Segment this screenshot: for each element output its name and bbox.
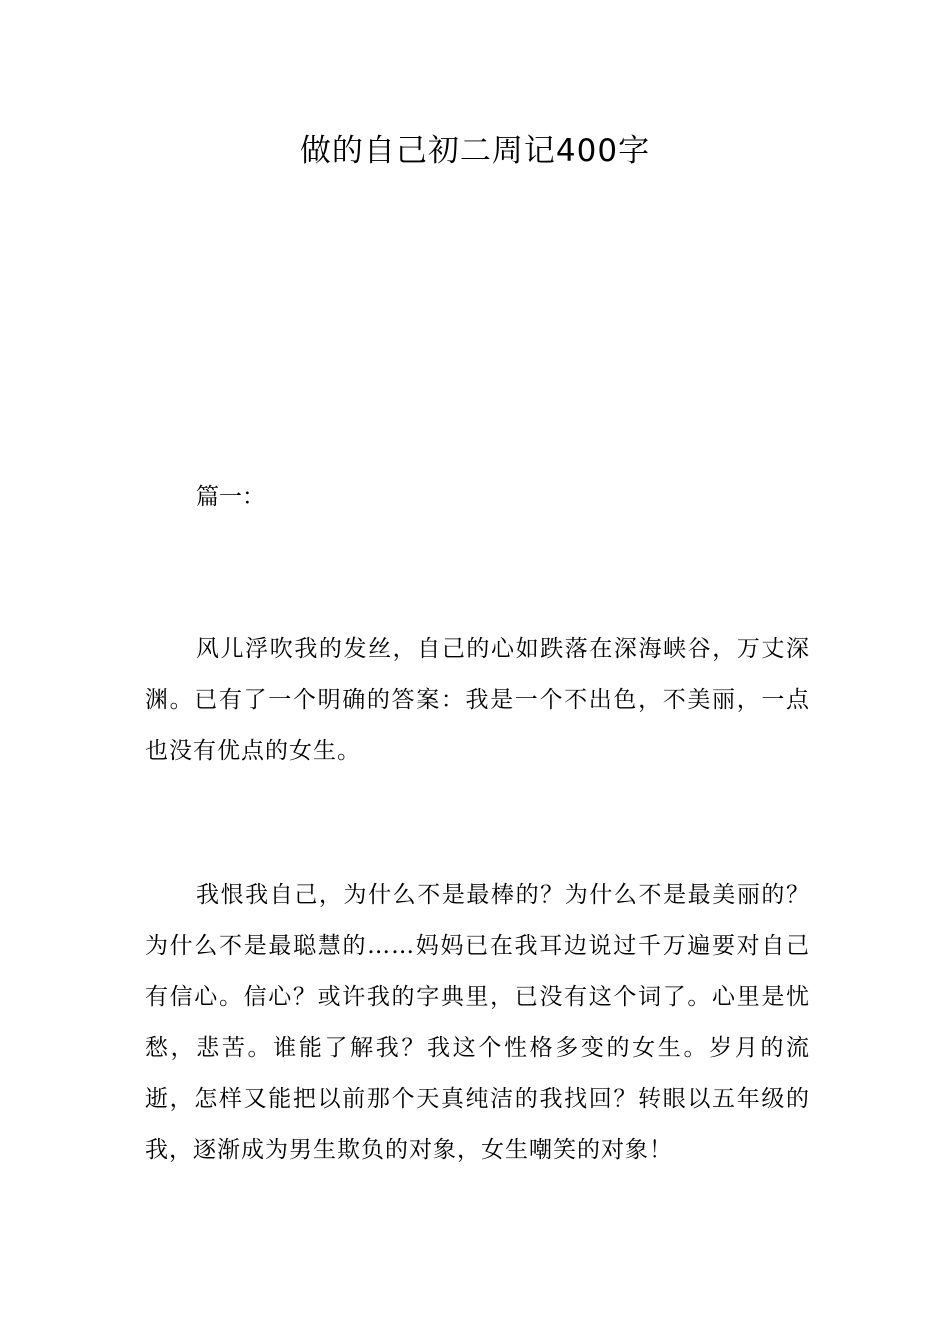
page-title: 做的自己初二周记400字 — [299, 133, 651, 169]
paragraph-2: 我恨我自己，为什么不是最棒的？为什么不是最美丽的？为什么不是最聪慧的……妈妈已在我耳边说过千万遍要对自己有信心。信心？或许我的字典里，已没有这个词了。心里是忧愁，悲苦。谁能了解我？我这个性格多变的女生。岁月的流逝，怎样又能把以前那个天真纯洁的我找回？转眼以五年级的我，逐渐成为男生欺负的对象，女生嘲笑的对象！ — [145, 882, 810, 1163]
section-heading: 篇一： — [196, 484, 265, 510]
paragraph-1: 风儿浮吹我的发丝，自己的心如跌落在深海峡谷，万丈深渊。已有了一个明确的答案：我是一个不出色，不美丽，一点也没有优点的女生。 — [145, 636, 810, 764]
